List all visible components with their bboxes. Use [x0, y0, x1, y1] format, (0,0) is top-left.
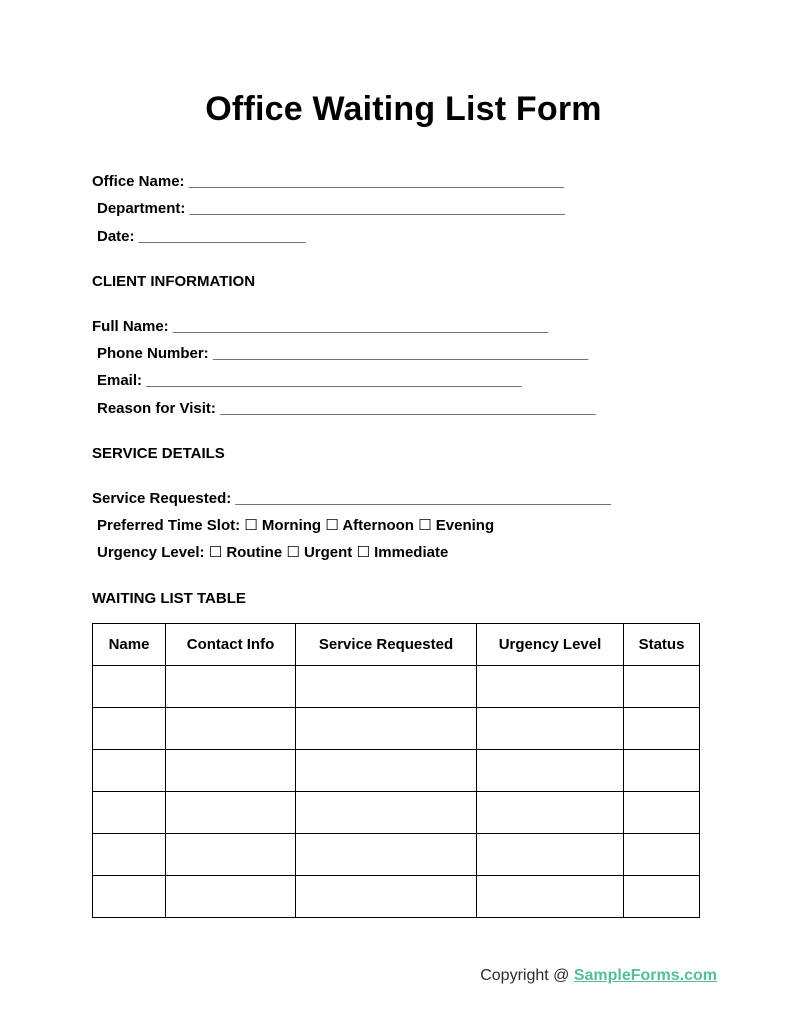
phone-number-label: Phone Number: — [97, 345, 209, 363]
field-date — [92, 223, 807, 250]
table-cell[interactable] — [93, 834, 166, 876]
table-cell[interactable] — [296, 750, 477, 792]
table-cell[interactable] — [477, 792, 624, 834]
checkbox-immediate-icon[interactable]: ☐ — [356, 543, 370, 562]
office-info-group — [92, 168, 807, 250]
table-cell[interactable] — [296, 666, 477, 708]
checkbox-evening-icon[interactable]: ☐ — [418, 516, 432, 535]
service-details-group — [92, 485, 807, 567]
table-cell[interactable] — [93, 792, 166, 834]
table-row — [93, 750, 700, 792]
date-blank[interactable]: ____________________ — [138, 227, 306, 245]
table-cell[interactable] — [166, 876, 296, 918]
table-cell[interactable] — [624, 792, 700, 834]
field-urgency-level — [92, 539, 807, 566]
table-cell[interactable] — [477, 834, 624, 876]
column-header-urgency-level: Urgency Level — [477, 624, 624, 666]
table-cell[interactable] — [624, 834, 700, 876]
option-afternoon-label: Afternoon — [342, 517, 414, 535]
waiting-list-table — [92, 623, 700, 918]
department-blank[interactable]: _____________________________________________ — [189, 200, 565, 218]
table-cell[interactable] — [477, 666, 624, 708]
reason-for-visit-blank[interactable]: _____________________________________________ — [220, 399, 596, 417]
email-blank[interactable]: _____________________________________________ — [146, 372, 522, 390]
table-cell[interactable] — [624, 876, 700, 918]
preferred-time-slot-label: Preferred Time Slot: — [97, 517, 241, 535]
form-content — [92, 168, 807, 918]
service-requested-blank[interactable]: _____________________________________________ — [235, 489, 611, 507]
table-cell[interactable] — [477, 708, 624, 750]
table-cell[interactable] — [624, 750, 700, 792]
checkbox-urgent-icon[interactable]: ☐ — [286, 543, 300, 562]
column-header-service-requested: Service Requested — [296, 624, 477, 666]
table-row — [93, 666, 700, 708]
office-name-blank[interactable]: _____________________________________________ — [188, 173, 565, 190]
office-name-label: Office Name: — [92, 173, 185, 190]
table-cell[interactable] — [477, 750, 624, 792]
table-cell[interactable] — [624, 708, 700, 750]
field-office-name — [92, 168, 807, 195]
table-row — [93, 834, 700, 876]
table-cell[interactable] — [93, 876, 166, 918]
table-cell[interactable] — [93, 750, 166, 792]
department-label: Department: — [97, 200, 186, 218]
copyright-text: Copyright @ — [480, 967, 570, 985]
table-cell[interactable] — [166, 792, 296, 834]
field-email — [92, 367, 807, 394]
table-cell[interactable] — [166, 708, 296, 750]
table-row — [93, 876, 700, 918]
column-header-status: Status — [624, 624, 700, 666]
table-cell[interactable] — [296, 792, 477, 834]
field-service-requested — [92, 485, 807, 512]
field-department — [92, 195, 807, 222]
phone-number-blank[interactable]: _____________________________________________ — [212, 345, 589, 363]
field-reason-for-visit — [92, 395, 807, 422]
option-morning-label: Morning — [261, 517, 322, 535]
service-requested-label: Service Requested: — [92, 489, 232, 507]
table-cell[interactable] — [166, 666, 296, 708]
checkbox-routine-icon[interactable]: ☐ — [208, 543, 223, 562]
field-full-name — [92, 313, 807, 340]
table-header-row — [93, 624, 700, 666]
table-cell[interactable] — [93, 666, 166, 708]
column-header-name: Name — [93, 624, 166, 666]
option-immediate-label: Immediate — [374, 544, 449, 562]
table-row — [93, 792, 700, 834]
table-cell[interactable] — [624, 666, 700, 708]
option-evening-label: Evening — [435, 517, 495, 535]
urgency-level-label: Urgency Level: — [97, 544, 205, 562]
section-service-details: SERVICE DETAILS — [92, 445, 225, 463]
table-cell[interactable] — [296, 834, 477, 876]
section-waiting-list-table: WAITING LIST TABLE — [92, 589, 246, 607]
section-client-information: CLIENT INFORMATION — [92, 273, 256, 291]
footer — [0, 966, 807, 986]
table-row — [93, 708, 700, 750]
table-cell[interactable] — [477, 876, 624, 918]
table-cell[interactable] — [296, 708, 477, 750]
client-info-group — [92, 313, 807, 423]
email-label: Email: — [97, 372, 143, 390]
option-urgent-label: Urgent — [303, 544, 353, 562]
full-name-label: Full Name: — [92, 317, 169, 335]
table-cell[interactable] — [93, 708, 166, 750]
field-phone-number — [92, 340, 807, 367]
table-cell[interactable] — [166, 834, 296, 876]
date-label: Date: — [97, 227, 135, 245]
full-name-blank[interactable]: _____________________________________________ — [172, 317, 549, 335]
table-cell[interactable] — [296, 876, 477, 918]
page-title: Office Waiting List Form — [205, 90, 602, 128]
table-cell[interactable] — [166, 750, 296, 792]
sampleforms-link[interactable]: SampleForms.com — [573, 967, 717, 985]
option-routine-label: Routine — [226, 544, 283, 562]
checkbox-afternoon-icon[interactable]: ☐ — [325, 516, 339, 535]
checkbox-morning-icon[interactable]: ☐ — [244, 516, 258, 535]
field-preferred-time-slot — [92, 512, 807, 539]
reason-for-visit-label: Reason for Visit: — [97, 399, 216, 417]
column-header-contact-info: Contact Info — [166, 624, 296, 666]
